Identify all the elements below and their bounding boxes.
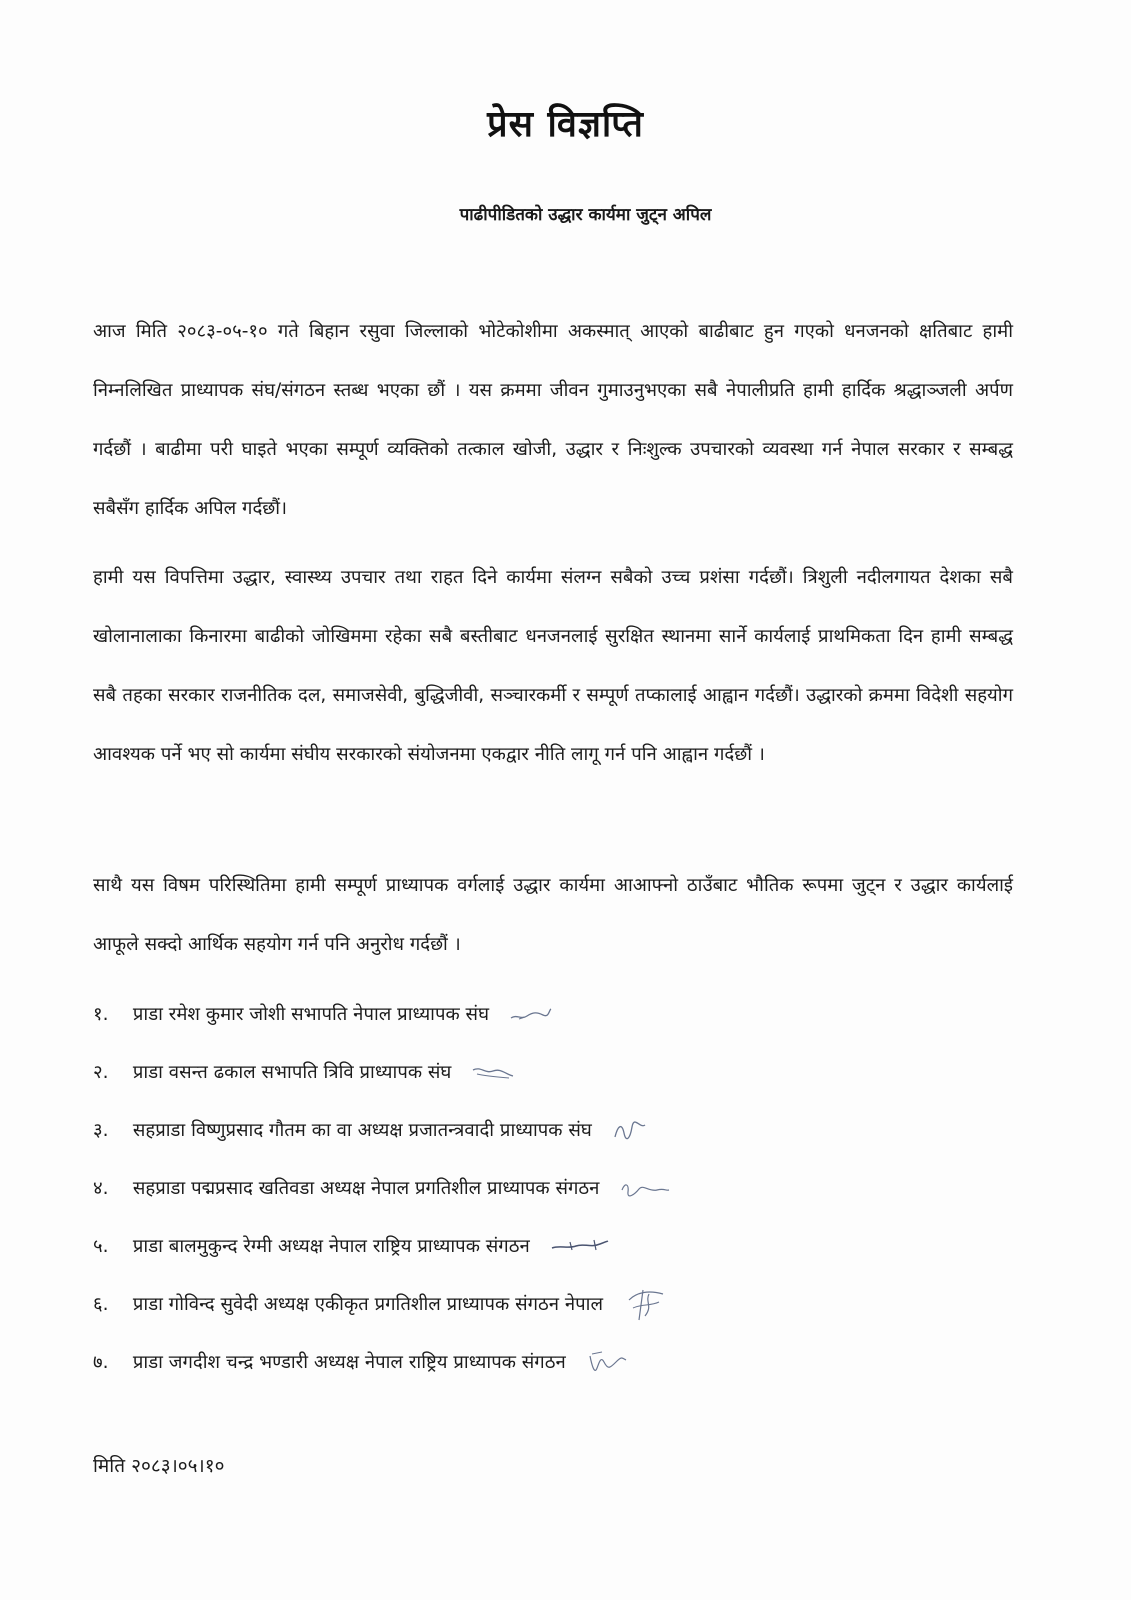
signatory-text: प्राडा गोविन्द सुवेदी अध्यक्ष एकीकृत प्रगतिशील प्राध्यापक संगठन नेपाल [132,1294,603,1315]
signatory-number: ३. [93,1120,109,1141]
document-subtitle: पाढीपीडितको उद्धार कार्यमा जुट्न अपिल [459,205,712,225]
signatory-number: २. [93,1062,109,1083]
paragraph-2: हामी यस विपत्तिमा उद्धार, स्वास्थ्य उपचार तथा राहत दिने कार्यमा संलग्न सबैको उच्च प्रशंसा गर्दछौं। त्रिशुली नदीलगायत देशका सबै खोलानालाका किनारमा बाढीको जोखिममा रहेका सबै बस्तीबाट धनजनलाई सुरक्षित स्थानमा सार्ने कार्यलाई प्राथमिकता दिन हामी सम्बद्ध सबै तहका सरकार राजनीतिक दल, समाजसेवी, बुद्धिजीवी, सञ्चारकर्मी र सम्पूर्ण तप्कालाई आह्वान गर्दछौं। उद्धारको क्रममा विदेशी सहयोग आवश्यक पर्ने भए सो कार्यमा संघीय सरकारको संयोजनमा एकद्वार नीति लागू गर्न पनि आह्वान गर्दछौं । [93,567,1013,765]
signature-icon [550,1236,610,1258]
document-title: प्रेस विज्ञप्ति [487,104,644,145]
signatory-item [93,990,1033,1048]
signature-icon [471,1062,515,1084]
signatory-text: प्राडा रमेश कुमार जोशी सभापति नेपाल प्राध्यापक संघ [132,1004,490,1025]
signatory-item [93,1164,1033,1222]
signatory-number: ५. [93,1236,109,1257]
signatory-text: सहप्राडा विष्णुप्रसाद गौतम का वा अध्यक्ष प्रजातन्त्रवादी प्राध्यापक संघ [132,1120,592,1141]
signatory-item [93,1106,1033,1164]
signatory-item [93,1222,1033,1280]
signature-icon [619,1178,671,1200]
document-date: मिति २०८३।०५।१० [93,1455,225,1477]
signatory-item [93,1338,1033,1396]
signatory-number: ४. [93,1178,109,1199]
paragraph-3: साथै यस विषम परिस्थितिमा हामी सम्पूर्ण प्राध्यापक वर्गलाई उद्धार कार्यमा आआफ्नो ठाउँबाट भौतिक रूपमा जुट्न र उद्धार कार्यलाई आफूले सक्दो आर्थिक सहयोग गर्न पनि अनुरोध गर्दछौं । [93,875,1013,955]
signatory-item [93,1048,1033,1106]
signatory-text: प्राडा जगदीश चन्द्र भण्डारी अध्यक्ष नेपाल राष्ट्रिय प्राध्यापक संगठन [132,1352,566,1373]
signatory-number: ६. [93,1294,109,1315]
signature-icon [509,1004,553,1026]
signatory-number: १. [93,1004,109,1025]
signatory-text: प्राडा वसन्त ढकाल सभापति त्रिवि प्राध्यापक संघ [132,1062,452,1083]
signature-icon [612,1119,648,1143]
signatory-number: ७. [93,1352,109,1373]
signatory-list [93,990,1033,1396]
signatory-item [93,1280,1033,1338]
signatory-text: सहप्राडा पद्मप्रसाद खतिवडा अध्यक्ष नेपाल प्रगतिशील प्राध्यापक संगठन [132,1178,600,1199]
signature-icon [623,1286,667,1324]
paragraph-1: आज मिति २०८३-०५-१० गते बिहान रसुवा जिल्लाको भोटेकोशीमा अकस्मात् आएको बाढीबाट हुन गएको धनजनको क्षतिबाट हामी निम्नलिखित प्राध्यापक संघ/संगठन स्तब्ध भएका छौं । यस क्रममा जीवन गुमाउनुभएका सबै नेपालीप्रति हामी हार्दिक श्रद्धाञ्जली अर्पण गर्दछौं । बाढीमा परी घाइते भएका सम्पूर्ण व्यक्तिको तत्काल खोजी, उद्धार र निःशुल्क उपचारको व्यवस्था गर्न नेपाल सरकार र सम्बद्ध सबैसँग हार्दिक अपिल गर्दछौं। [93,321,1013,519]
signature-icon [586,1348,628,1378]
signatory-text: प्राडा बालमुकुन्द रेग्मी अध्यक्ष नेपाल राष्ट्रिय प्राध्यापक संगठन [132,1236,530,1257]
